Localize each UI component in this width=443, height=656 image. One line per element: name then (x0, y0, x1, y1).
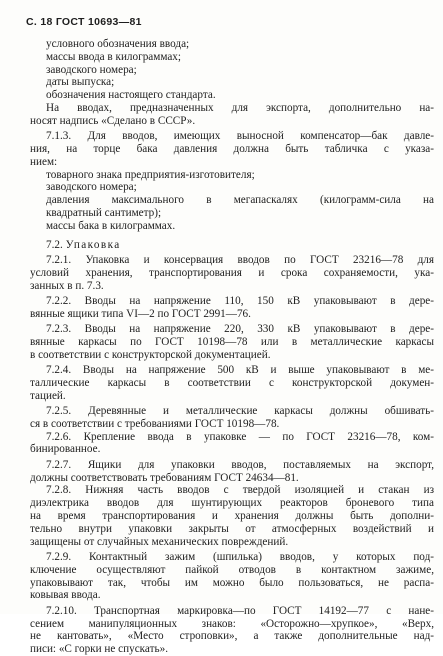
text-line: упаковывают так, чтобы им можно было пользоваться, не распа- (30, 576, 434, 589)
text-line: тацией. (30, 389, 66, 402)
text-line: ковывая ввода. (30, 589, 101, 602)
text-line: 7.2.5. Деревянные и металлические каркасы должны обшивать- (46, 405, 434, 418)
text-line: условий хранения, транспортирования и срока сохраняемости, ука- (30, 266, 434, 279)
text-line: 7.1.3. Для вводов, имеющих выносной компенсатор—бак давле- (46, 130, 434, 143)
text-line: должны соответствовать требованиям ГОСТ 24634—81. (30, 471, 299, 484)
text-line (30, 239, 434, 252)
text-line: 7.2.8. Нижняя часть вводов с твердой изоляцией и стакан из (46, 484, 434, 497)
text-line: занных в п. 7.3. (30, 279, 104, 292)
text-line: даты выпуска; (46, 76, 115, 89)
text-line: 7.2.3. Вводы на напряжение 220, 330 кВ упаковывают в дере- (46, 323, 434, 336)
page-header: С. 18 ГОСТ 10693—81 (26, 16, 142, 28)
text-line: нием: (30, 155, 58, 168)
text-line: ключение осуществляют пайкой отводов в контактном зажиме, (30, 563, 434, 576)
text-line: обозначения настоящего стандарта. (46, 89, 216, 102)
text-line: ся в соответствии с требованиями ГОСТ 10198—78. (30, 417, 280, 430)
text-line: условного обозначения ввода; (46, 38, 190, 50)
text-line: таллические каркасы в соответствии с конструкторской докумен- (30, 376, 434, 389)
text-line: 7.2.10. Транспортная маркировка—по ГОСТ 14192—77 с нане- (46, 604, 434, 617)
section-heading: Упаковка (65, 238, 121, 251)
text-line: сением манипуляционных знаков: «Осторожно—хрупкое», «Верх, (30, 617, 434, 630)
section-number: 7.2. (46, 238, 66, 251)
document-body (30, 38, 434, 656)
text-line: защищены от случайных механических повреждений. (30, 535, 289, 548)
text-line: в соответствии с конструкторской документацией. (30, 348, 271, 361)
text-line: 7.2.9. Контактный зажим (шпилька) вводов, у которых под- (46, 551, 434, 564)
text-line: не кантовать», «Место строповки», а также дополнительные над- (30, 630, 434, 643)
text-line: диэлектрика вводов для шунтирующих реакторов броневого типа (30, 497, 434, 510)
text-line: писи: «С горки не спускать». (30, 643, 168, 656)
text-line: 7.2.4. Вводы на напряжение 500 кВ и выше упаковывают в ме- (46, 364, 434, 377)
text-line: давления максимального в мегапаскалях (килограмм-сила на (46, 194, 434, 207)
text-line: тельно внутри упаковки закрыты от атмосферных воздействий и (30, 522, 434, 535)
text-line: заводского номера; (46, 181, 137, 194)
text-line: 7.2.2. Вводы на напряжение 110, 150 кВ упаковывают в дере- (46, 294, 434, 307)
text-line: 7.2.1. Упаковка и консервация вводов по ГОСТ 23216—78 для (46, 253, 434, 266)
text-line: товарного знака предприятия-изготовителя; (46, 168, 255, 181)
text-line: массы ввода в килограммах; (46, 50, 182, 63)
text-line: квадратный сантиметр); (46, 206, 162, 219)
text-line: носят надпись «Сделано в СССР». (30, 114, 196, 127)
text-line: вянные ящики типа VI—2 по ГОСТ 2991—76. (30, 307, 251, 320)
text-line: 7.2.7. Ящики для упаковки вводов, поставляемых на экспорт, (46, 458, 434, 471)
text-line: на время транспортирования и хранения должны быть дополни- (30, 510, 434, 523)
text-line: ния, на торце бака давления должна быть табличка с указа- (30, 142, 434, 155)
text-line: массы бака в килограммах. (46, 219, 176, 232)
text-line: бинированное. (30, 443, 101, 456)
text-line: 7.2.6. Крепление ввода в упаковке — по ГОСТ 23216—78, ком- (46, 430, 434, 443)
text-line: На вводах, предназначенных для экспорта, дополнительно на- (46, 101, 434, 114)
text-line: заводского номера; (46, 63, 137, 76)
text-line: вянные каркасы по ГОСТ 10198—78 или в металлические каркасы (30, 335, 434, 348)
